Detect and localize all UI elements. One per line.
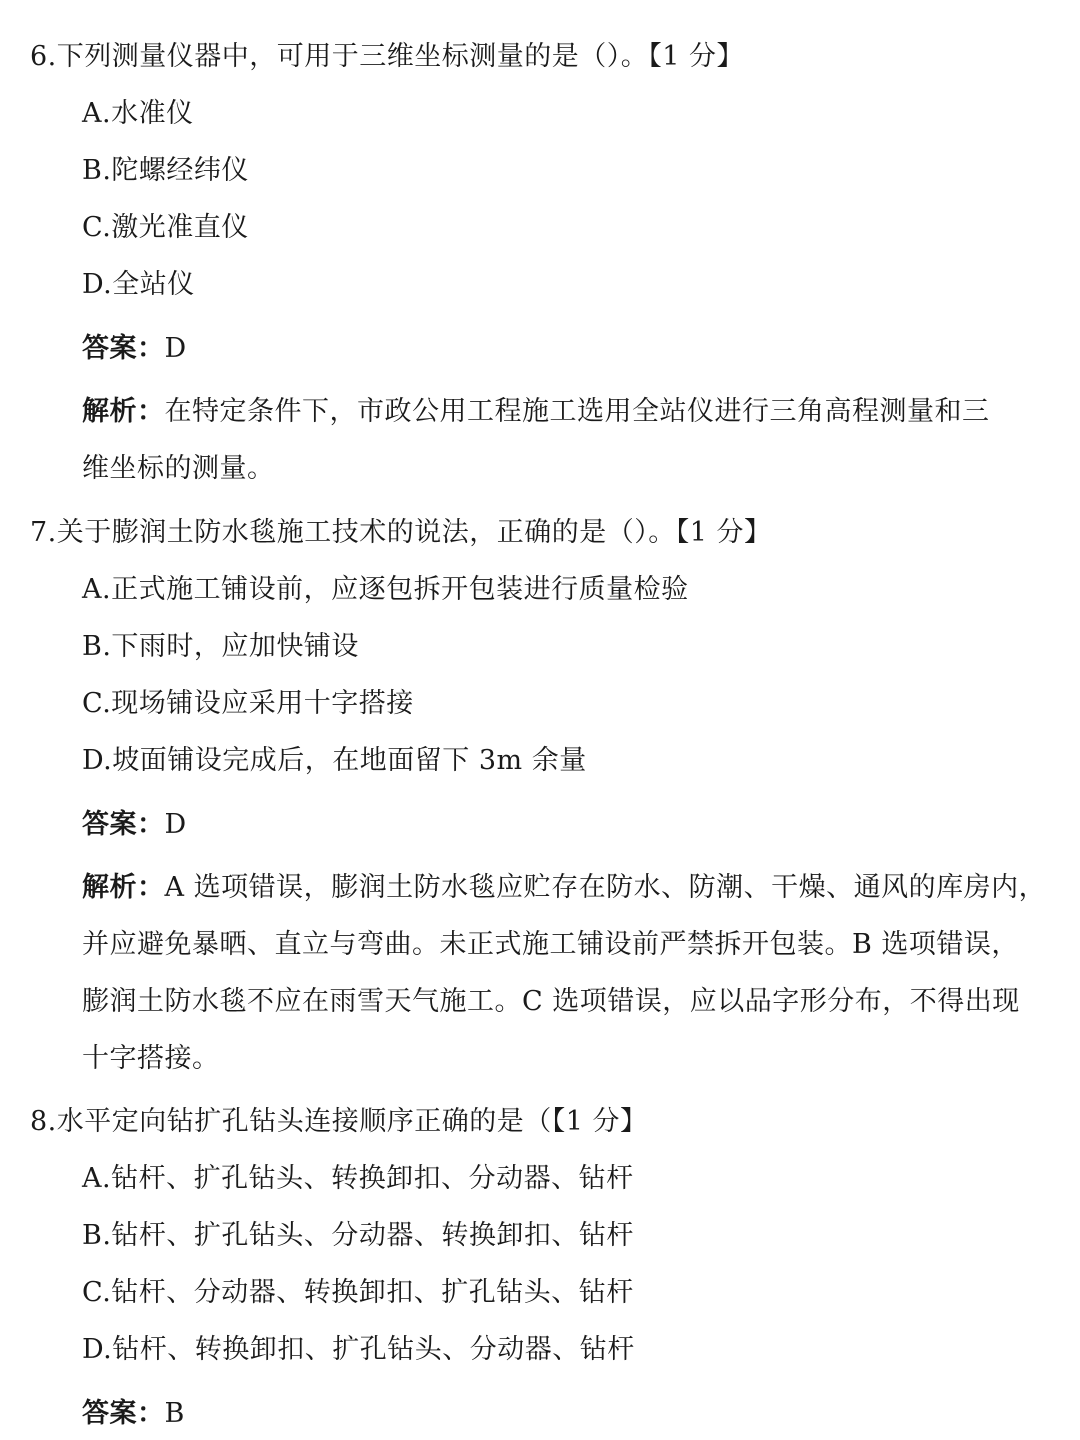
question-6-analysis-line-1 [82, 395, 990, 429]
answer-label: 答案： [82, 809, 165, 840]
question-7-option-d: D.坡面铺设完成后，在地面留下 3m 余量 [82, 745, 587, 776]
question-7-analysis-line-2: 并应避免暴晒、直立与弯曲。未正式施工铺设前严禁拆开包装。B 选项错误， [82, 929, 1019, 960]
question-7-analysis-line-4: 十字搭接。 [82, 1043, 220, 1074]
answer-label: 答案： [82, 1398, 165, 1429]
question-8-option-b: B.钻杆、扩孔钻头、分动器、转换卸扣、钻杆 [82, 1220, 634, 1251]
question-7-option-b: B.下雨时，应加快铺设 [82, 631, 359, 662]
question-6-answer [82, 332, 187, 366]
analysis-label: 解析： [82, 396, 165, 427]
question-7-analysis-line-3: 膨润土防水毯不应在雨雪天气施工。C 选项错误，应以品字形分布，不得出现 [82, 986, 1020, 1017]
question-6-option-a: A.水准仪 [82, 98, 194, 129]
question-7-option-a: A.正式施工铺设前，应逐包拆开包装进行质量检验 [82, 574, 689, 605]
question-6-analysis-line-2: 维坐标的测量。 [82, 453, 275, 484]
analysis-label: 解析： [82, 872, 165, 903]
question-6-option-d: D.全站仪 [82, 269, 195, 300]
question-8-stem: 8.水平定向钻扩孔钻头连接顺序正确的是（【1 分】 [30, 1106, 648, 1137]
question-7-option-c: C.现场铺设应采用十字搭接 [82, 688, 414, 719]
question-6-stem: 6.下列测量仪器中，可用于三维坐标测量的是（）。【1 分】 [30, 41, 745, 72]
question-8-option-c: C.钻杆、分动器、转换卸扣、扩孔钻头、钻杆 [82, 1277, 634, 1308]
question-8-answer [82, 1397, 185, 1431]
question-8-option-d: D.钻杆、转换卸扣、扩孔钻头、分动器、钻杆 [82, 1334, 635, 1365]
question-6-option-b: B.陀螺经纬仪 [82, 155, 249, 186]
answer-value: D [164, 809, 187, 840]
question-7-stem: 7.关于膨润土防水毯施工技术的说法，正确的是（）。【1 分】 [30, 517, 772, 548]
analysis-text: A 选项错误，膨润土防水毯应贮存在防水、防潮、干燥、通风的库房内， [164, 872, 1047, 903]
question-8-option-a: A.钻杆、扩孔钻头、转换卸扣、分动器、钻杆 [82, 1163, 634, 1194]
answer-label: 答案： [82, 333, 165, 364]
question-6-option-c: C.激光准直仪 [82, 212, 249, 243]
answer-value: B [164, 1398, 185, 1429]
question-7-answer [82, 808, 187, 842]
question-7-analysis-line-1 [82, 871, 1046, 905]
answer-value: D [164, 333, 187, 364]
analysis-text: 在特定条件下，市政公用工程施工选用全站仪进行三角高程测量和三 [164, 396, 990, 427]
